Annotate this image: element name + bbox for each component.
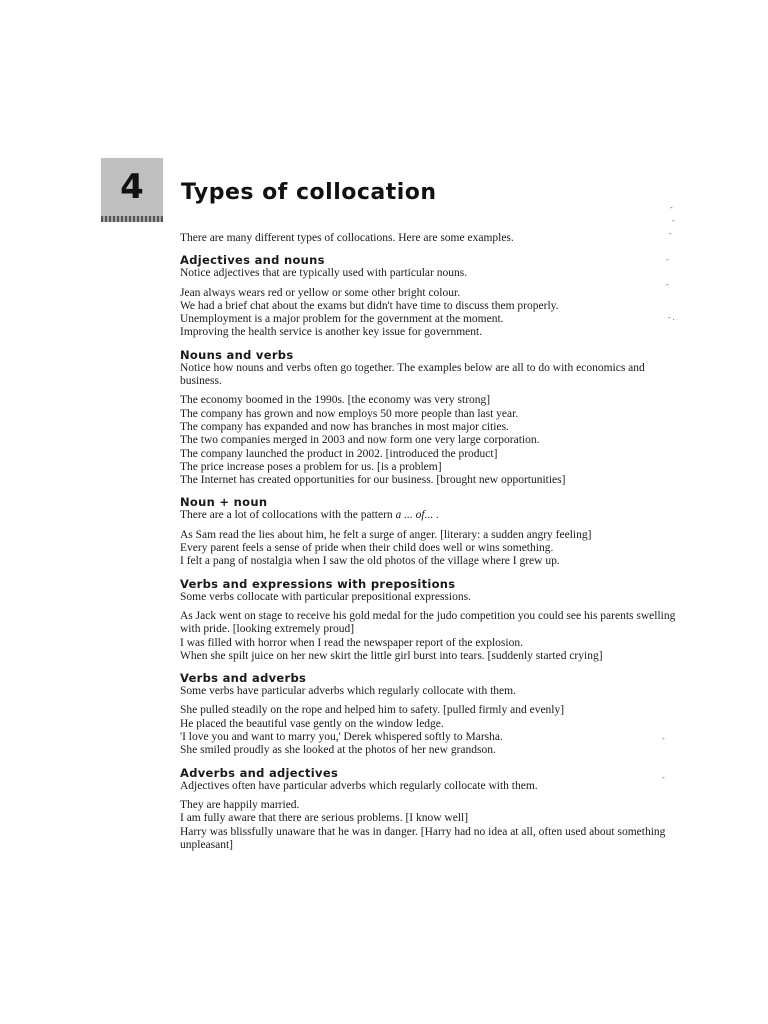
- section-verbs-prepositions: [180, 577, 680, 663]
- section-description: Notice adjectives that are typically used with particular nouns.: [180, 267, 468, 280]
- example-sentence: The price increase poses a problem for us. [is a problem]: [180, 460, 442, 473]
- example-sentence: I was filled with horror when I read the newspaper report of the explosion.: [180, 636, 523, 649]
- section-heading: Verbs and adverbs: [180, 671, 307, 686]
- section-heading: Adverbs and adjectives: [180, 765, 339, 780]
- description-text: There are a lot of collocations with the pattern: [180, 509, 396, 522]
- section-description: [180, 509, 680, 522]
- section-adjectives-nouns: [180, 253, 680, 339]
- scan-mark: -: [662, 773, 665, 782]
- scan-mark: -: [669, 229, 672, 238]
- example-sentence: We had a brief chat about the exams but didn't have time to discuss them properly.: [180, 299, 559, 312]
- badge-stripe: [101, 216, 163, 222]
- section-description: Some verbs have particular adverbs which regularly collocate with them.: [180, 685, 516, 698]
- intro-text: There are many different types of collocations. Here are some examples.: [180, 232, 514, 244]
- section-heading: Adjectives and nouns: [180, 253, 325, 268]
- section-verbs-adverbs: [180, 671, 680, 757]
- section-description: Notice how nouns and verbs often go together. The examples below are all to do with economics and business.: [180, 361, 645, 388]
- example-sentence: She pulled steadily on the rope and helped him to safety. [pulled firmly and evenly]: [180, 704, 565, 717]
- scan-mark: -: [662, 734, 665, 743]
- example-sentence: Every parent feels a sense of pride when their child does well or wins something.: [180, 542, 554, 555]
- section-adverbs-adjectives: [180, 766, 680, 852]
- example-sentence: When she spilt juice on her new skirt the little girl burst into tears. [suddenly started crying]: [180, 649, 603, 662]
- section-heading: Noun + noun: [180, 495, 268, 510]
- example-sentence: He placed the beautiful vase gently on the window ledge.: [180, 717, 444, 730]
- example-sentence: I felt a pang of nostalgia when I saw the old photos of the village where I grew up.: [180, 555, 560, 568]
- example-sentence: Unemployment is a major problem for the government at the moment.: [180, 313, 504, 326]
- example-sentence: I am fully aware that there are serious problems. [I know well]: [180, 812, 469, 825]
- example-sentence: The economy boomed in the 1990s. [the economy was very strong]: [180, 394, 491, 407]
- scan-mark: -: [666, 255, 669, 264]
- unit-number: 4: [120, 167, 144, 207]
- page-title: Types of collocation: [181, 180, 437, 205]
- section-heading: Nouns and verbs: [180, 347, 294, 362]
- scan-mark: -: [672, 216, 675, 225]
- unit-content: [180, 232, 680, 860]
- example-sentence: 'I love you and want to marry you,' Derek whispered softly to Marsha.: [180, 731, 503, 744]
- example-sentence: Improving the health service is another key issue for government.: [180, 326, 483, 339]
- example-sentence: The Internet has created opportunities for our business. [brought new opportunities]: [180, 474, 566, 487]
- example-sentence: Harry was blissfully unaware that he was in danger. [Harry had no idea at all, often used about something unpleasant]: [180, 825, 666, 851]
- example-sentence: The company has grown and now employs 50 more people than last year.: [180, 407, 519, 420]
- example-sentence: Jean always wears red or yellow or some other bright colour.: [180, 286, 461, 299]
- example-sentence: She smiled proudly as she looked at the photos of her new grandson.: [180, 744, 496, 757]
- scan-mark: -: [666, 280, 669, 289]
- section-description: Some verbs collocate with particular prepositional expressions.: [180, 590, 471, 603]
- example-sentence: They are happily married.: [180, 798, 300, 811]
- section-heading: Verbs and expressions with prepositions: [180, 576, 456, 591]
- example-sentence: The company has expanded and now has branches in most major cities.: [180, 420, 509, 433]
- scan-mark: - .: [668, 313, 675, 322]
- example-sentence: The company launched the product in 2002. [introduced the product]: [180, 447, 498, 460]
- section-noun-noun: [180, 495, 680, 568]
- section-description: Adjectives often have particular adverbs which regularly collocate with them.: [180, 779, 538, 792]
- scan-mark: -: [670, 203, 673, 212]
- collocation-pattern: a ... of... .: [395, 509, 439, 522]
- example-sentence: As Sam read the lies about him, he felt a surge of anger. [literary: a sudden angry feeling]: [180, 528, 592, 541]
- example-sentence: The two companies merged in 2003 and now form one very large corporation.: [180, 434, 540, 447]
- unit-number-badge: [101, 158, 163, 222]
- example-sentence: As Jack went on stage to receive his gold medal for the judo competition you could see his parents swelling with pride. [looking extremely proud]: [180, 609, 676, 636]
- section-nouns-verbs: [180, 348, 680, 488]
